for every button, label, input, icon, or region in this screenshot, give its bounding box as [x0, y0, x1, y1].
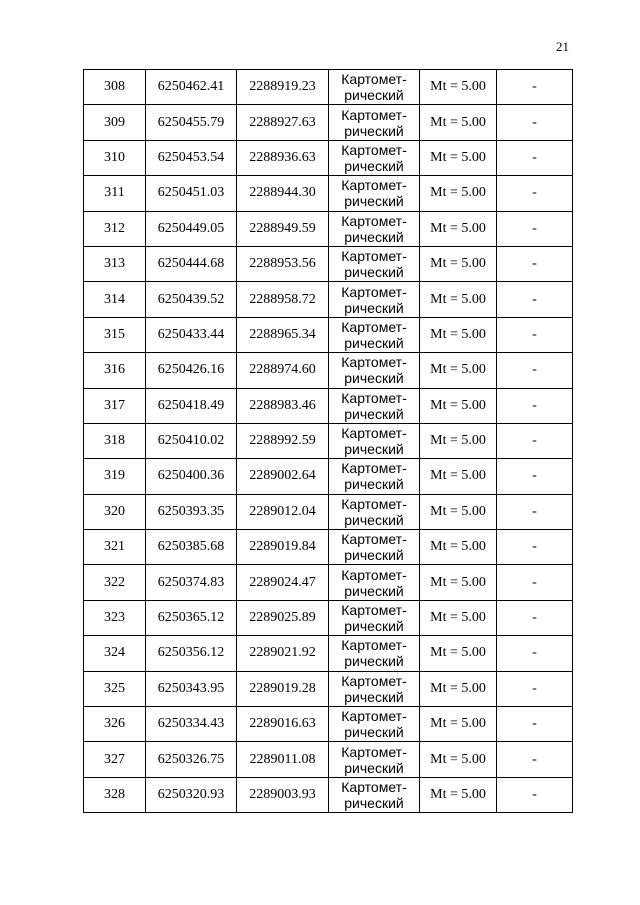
point-number-cell: 315: [84, 317, 146, 352]
y-coordinate-cell: 2288983.46: [237, 388, 329, 423]
method-line-2: рический: [344, 370, 404, 387]
method-cell: [329, 636, 420, 671]
y-coordinate-cell: 2288965.34: [237, 317, 329, 352]
y-coordinate-cell: 2288953.56: [237, 246, 329, 281]
note-cell: -: [497, 530, 573, 565]
method-cell: [329, 600, 420, 635]
table-row: [84, 459, 573, 494]
method-line-1: Картомет-: [341, 106, 407, 123]
y-coordinate-cell: 2289019.84: [237, 530, 329, 565]
method-cell: [329, 707, 420, 742]
table-row: [84, 317, 573, 352]
y-coordinate-cell: 2288958.72: [237, 282, 329, 317]
point-number-cell: 313: [84, 246, 146, 281]
accuracy-cell: Mt = 5.00: [420, 600, 497, 635]
method-line-1: Картомет-: [341, 566, 407, 583]
method-line-2: рический: [344, 511, 404, 528]
point-number-cell: 308: [84, 70, 146, 105]
note-cell: -: [497, 388, 573, 423]
point-number-cell: 317: [84, 388, 146, 423]
method-cell: [329, 671, 420, 706]
note-cell: -: [497, 742, 573, 777]
table-row: [84, 353, 573, 388]
table-row: [84, 530, 573, 565]
table-row: [84, 140, 573, 175]
y-coordinate-cell: 2288936.63: [237, 140, 329, 175]
method-cell: [329, 388, 420, 423]
point-number-cell: 309: [84, 105, 146, 140]
table-row: [84, 105, 573, 140]
table-row: [84, 565, 573, 600]
note-cell: -: [497, 211, 573, 246]
method-line-2: рический: [344, 618, 404, 635]
accuracy-cell: Mt = 5.00: [420, 246, 497, 281]
method-line-1: Картомет-: [341, 495, 407, 512]
method-line-1: Картомет-: [341, 354, 407, 371]
table-row: [84, 777, 573, 812]
point-number-cell: 324: [84, 636, 146, 671]
method-line-2: рический: [344, 724, 404, 741]
method-line-1: Картомет-: [341, 672, 407, 689]
point-number-cell: 311: [84, 176, 146, 211]
x-coordinate-cell: 6250433.44: [146, 317, 237, 352]
method-cell: [329, 494, 420, 529]
point-number-cell: 319: [84, 459, 146, 494]
x-coordinate-cell: 6250439.52: [146, 282, 237, 317]
method-cell: [329, 70, 420, 105]
x-coordinate-cell: 6250400.36: [146, 459, 237, 494]
note-cell: -: [497, 777, 573, 812]
x-coordinate-cell: 6250444.68: [146, 246, 237, 281]
note-cell: -: [497, 176, 573, 211]
note-cell: -: [497, 353, 573, 388]
method-line-1: Картомет-: [341, 743, 407, 760]
method-line-2: рический: [344, 759, 404, 776]
method-line-1: Картомет-: [341, 318, 407, 335]
y-coordinate-cell: 2288949.59: [237, 211, 329, 246]
x-coordinate-cell: 6250453.54: [146, 140, 237, 175]
x-coordinate-cell: 6250343.95: [146, 671, 237, 706]
method-line-2: рический: [344, 653, 404, 670]
note-cell: -: [497, 671, 573, 706]
note-cell: -: [497, 494, 573, 529]
accuracy-cell: Mt = 5.00: [420, 671, 497, 706]
method-line-2: рический: [344, 582, 404, 599]
method-line-2: рический: [344, 334, 404, 351]
accuracy-cell: Mt = 5.00: [420, 423, 497, 458]
note-cell: -: [497, 636, 573, 671]
accuracy-cell: Mt = 5.00: [420, 530, 497, 565]
method-line-2: рический: [344, 228, 404, 245]
method-cell: [329, 565, 420, 600]
method-cell: [329, 105, 420, 140]
method-cell: [329, 423, 420, 458]
method-line-1: Картомет-: [341, 71, 407, 88]
note-cell: -: [497, 707, 573, 742]
method-line-1: Картомет-: [341, 425, 407, 442]
y-coordinate-cell: 2288992.59: [237, 423, 329, 458]
y-coordinate-cell: 2289011.08: [237, 742, 329, 777]
method-line-2: рический: [344, 193, 404, 210]
x-coordinate-cell: 6250326.75: [146, 742, 237, 777]
x-coordinate-cell: 6250455.79: [146, 105, 237, 140]
method-line-1: Картомет-: [341, 141, 407, 158]
method-line-1: Картомет-: [341, 212, 407, 229]
accuracy-cell: Mt = 5.00: [420, 282, 497, 317]
accuracy-cell: Mt = 5.00: [420, 388, 497, 423]
accuracy-cell: Mt = 5.00: [420, 459, 497, 494]
point-number-cell: 326: [84, 707, 146, 742]
method-line-1: Картомет-: [341, 637, 407, 654]
method-line-1: Картомет-: [341, 779, 407, 795]
x-coordinate-cell: 6250334.43: [146, 707, 237, 742]
point-number-cell: 328: [84, 777, 146, 812]
y-coordinate-cell: 2289025.89: [237, 600, 329, 635]
coordinates-table: [83, 69, 573, 813]
table-body: [84, 70, 573, 813]
accuracy-cell: Mt = 5.00: [420, 494, 497, 529]
x-coordinate-cell: 6250426.16: [146, 353, 237, 388]
method-cell: [329, 176, 420, 211]
method-line-1: Картомет-: [341, 708, 407, 725]
table-row: [84, 636, 573, 671]
method-cell: [329, 282, 420, 317]
table-row: [84, 176, 573, 211]
table-row: [84, 211, 573, 246]
point-number-cell: 321: [84, 530, 146, 565]
accuracy-cell: Mt = 5.00: [420, 777, 497, 812]
method-line-1: Картомет-: [341, 248, 407, 265]
method-cell: [329, 777, 420, 812]
method-line-1: Картомет-: [341, 602, 407, 619]
table-row: [84, 70, 573, 105]
note-cell: -: [497, 459, 573, 494]
note-cell: -: [497, 600, 573, 635]
method-cell: [329, 140, 420, 175]
accuracy-cell: Mt = 5.00: [420, 70, 497, 105]
method-line-1: Картомет-: [341, 177, 407, 194]
y-coordinate-cell: 2289024.47: [237, 565, 329, 600]
table-row: [84, 423, 573, 458]
accuracy-cell: Mt = 5.00: [420, 565, 497, 600]
x-coordinate-cell: 6250320.93: [146, 777, 237, 812]
note-cell: -: [497, 140, 573, 175]
method-line-2: рический: [344, 122, 404, 139]
table-row: [84, 707, 573, 742]
method-cell: [329, 353, 420, 388]
method-line-2: рический: [344, 476, 404, 493]
y-coordinate-cell: 2289003.93: [237, 777, 329, 812]
point-number-cell: 327: [84, 742, 146, 777]
point-number-cell: 322: [84, 565, 146, 600]
method-line-1: Картомет-: [341, 283, 407, 300]
point-number-cell: 316: [84, 353, 146, 388]
note-cell: -: [497, 423, 573, 458]
y-coordinate-cell: 2289016.63: [237, 707, 329, 742]
note-cell: -: [497, 565, 573, 600]
x-coordinate-cell: 6250393.35: [146, 494, 237, 529]
y-coordinate-cell: 2289019.28: [237, 671, 329, 706]
method-cell: [329, 246, 420, 281]
method-line-2: рический: [344, 157, 404, 174]
accuracy-cell: Mt = 5.00: [420, 353, 497, 388]
method-line-2: рический: [344, 441, 404, 458]
method-cell: [329, 742, 420, 777]
table-row: [84, 671, 573, 706]
note-cell: -: [497, 246, 573, 281]
note-cell: -: [497, 105, 573, 140]
method-line-2: рический: [344, 299, 404, 316]
method-line-1: Картомет-: [341, 389, 407, 406]
method-cell: [329, 530, 420, 565]
method-line-2: рический: [344, 264, 404, 281]
x-coordinate-cell: 6250374.83: [146, 565, 237, 600]
method-line-2: рический: [344, 795, 404, 811]
x-coordinate-cell: 6250449.05: [146, 211, 237, 246]
note-cell: -: [497, 317, 573, 352]
x-coordinate-cell: 6250356.12: [146, 636, 237, 671]
accuracy-cell: Mt = 5.00: [420, 176, 497, 211]
y-coordinate-cell: 2289021.92: [237, 636, 329, 671]
y-coordinate-cell: 2288927.63: [237, 105, 329, 140]
y-coordinate-cell: 2289012.04: [237, 494, 329, 529]
x-coordinate-cell: 6250365.12: [146, 600, 237, 635]
method-line-2: рический: [344, 87, 404, 104]
x-coordinate-cell: 6250410.02: [146, 423, 237, 458]
point-number-cell: 323: [84, 600, 146, 635]
x-coordinate-cell: 6250385.68: [146, 530, 237, 565]
method-cell: [329, 459, 420, 494]
y-coordinate-cell: 2288944.30: [237, 176, 329, 211]
note-cell: -: [497, 70, 573, 105]
accuracy-cell: Mt = 5.00: [420, 707, 497, 742]
method-line-2: рический: [344, 547, 404, 564]
point-number-cell: 320: [84, 494, 146, 529]
method-cell: [329, 211, 420, 246]
page-number: 21: [556, 39, 569, 54]
point-number-cell: 318: [84, 423, 146, 458]
accuracy-cell: Mt = 5.00: [420, 742, 497, 777]
x-coordinate-cell: 6250451.03: [146, 176, 237, 211]
accuracy-cell: Mt = 5.00: [420, 317, 497, 352]
note-cell: -: [497, 282, 573, 317]
point-number-cell: 314: [84, 282, 146, 317]
x-coordinate-cell: 6250462.41: [146, 70, 237, 105]
method-cell: [329, 317, 420, 352]
table-row: [84, 742, 573, 777]
table-row: [84, 282, 573, 317]
method-line-1: Картомет-: [341, 460, 407, 477]
point-number-cell: 310: [84, 140, 146, 175]
accuracy-cell: Mt = 5.00: [420, 636, 497, 671]
y-coordinate-cell: 2288919.23: [237, 70, 329, 105]
point-number-cell: 325: [84, 671, 146, 706]
point-number-cell: 312: [84, 211, 146, 246]
method-line-2: рический: [344, 405, 404, 422]
table-row: [84, 600, 573, 635]
x-coordinate-cell: 6250418.49: [146, 388, 237, 423]
y-coordinate-cell: 2288974.60: [237, 353, 329, 388]
accuracy-cell: Mt = 5.00: [420, 105, 497, 140]
method-line-1: Картомет-: [341, 531, 407, 548]
accuracy-cell: Mt = 5.00: [420, 140, 497, 175]
table-row: [84, 246, 573, 281]
table-row: [84, 388, 573, 423]
accuracy-cell: Mt = 5.00: [420, 211, 497, 246]
method-line-2: рический: [344, 688, 404, 705]
y-coordinate-cell: 2289002.64: [237, 459, 329, 494]
table-row: [84, 494, 573, 529]
